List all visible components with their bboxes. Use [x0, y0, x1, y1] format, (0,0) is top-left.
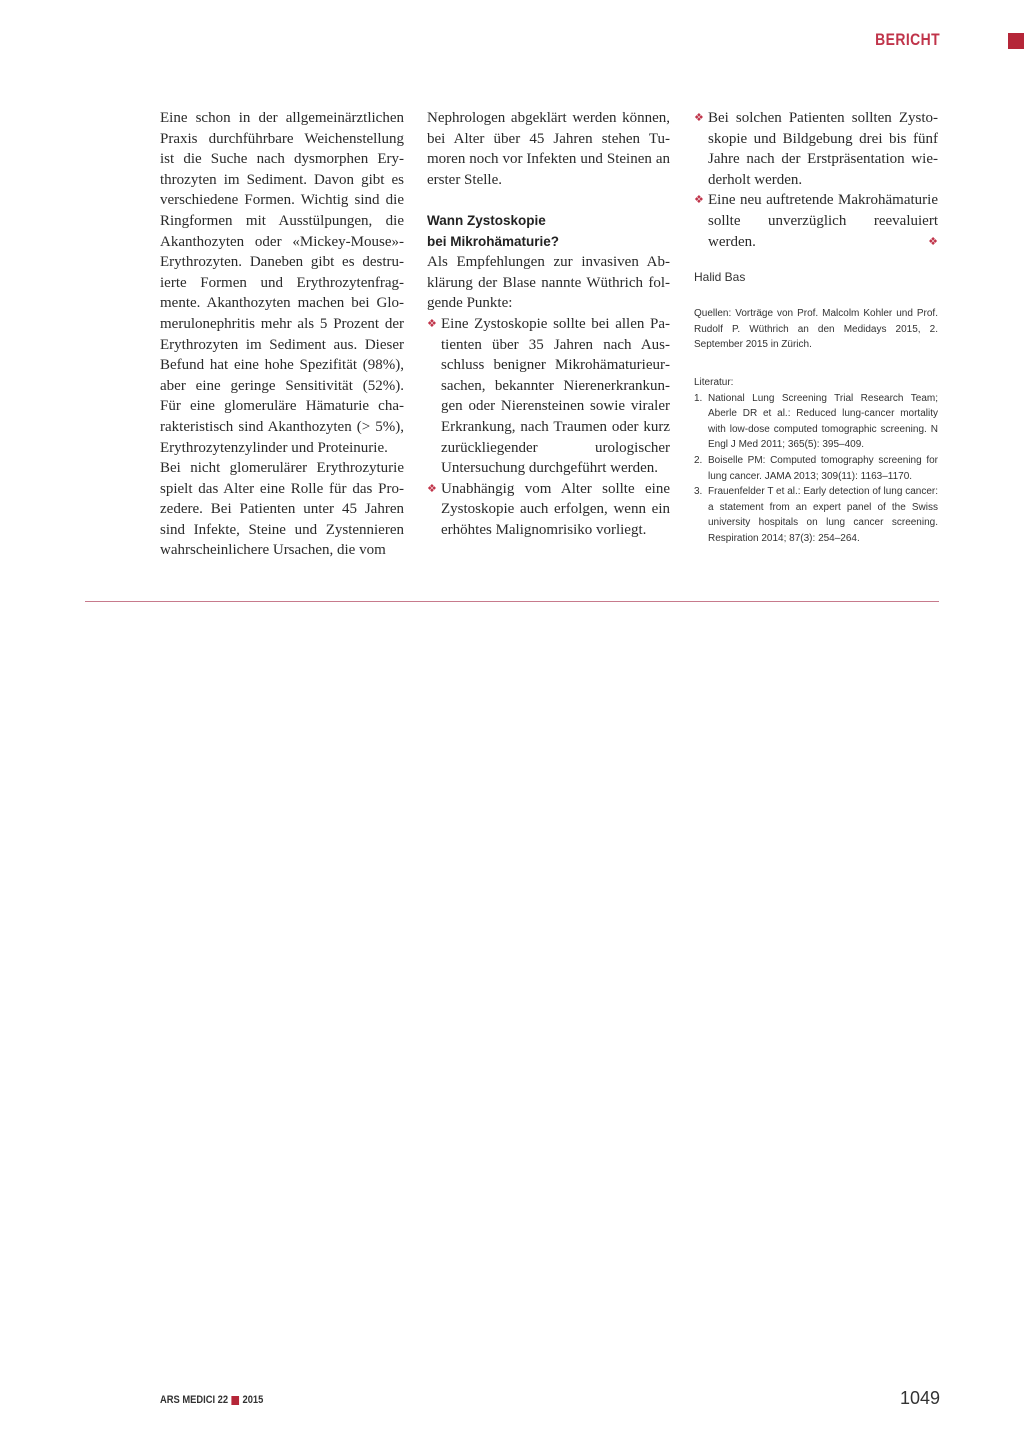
reference-item [694, 453, 938, 484]
reference-item [694, 391, 938, 453]
paragraph: Bei nicht glomerulärer Erythrozyturie spielt das Alter eine Rolle für das Prozedere. Bei Patienten unter 45 Jahren sind Infekte, Steine und Zystennieren wahrscheinlichere Ursachen, die vom [160, 460, 404, 559]
literature-heading: Literatur: [694, 376, 734, 388]
paragraph: Eine schon in der allgemeinärztlichen Praxis durchführbare Weichenstellung ist die Suche nach dysmorphen Erythrozyten im Sediment. Davon gibt es verschiedene Formen. Wichtig sind die Ringformen mit Ausstülpungen, die Akanthozyten oder «Mickey-Mouse»-Erythrozyten. Daneben gibt es destruierte Formen und Erythrozytenfragmente. Akanthozyten machen bei Glomerulonephritis mehr als 5 Prozent der Erythrozyten im Sediment aus. Dieser Befund hat eine hohe Spezifität (98%), aber eine geringe Sensitivität (52%). Für eine glomeruläre Hämaturie charakteristisch sind Akanthozyten (> 5%), Erythrozytenzylinder und Proteinurie. [160, 110, 404, 456]
reference-number: 2. [694, 454, 703, 466]
end-of-article-icon: ❖ [928, 235, 938, 248]
diamond-bullet-icon: ❖ [694, 194, 704, 207]
paragraph: Als Empfehlungen zur invasiven Abklärung der Blase nannte Wüthrich folgende Punkte: [427, 254, 670, 312]
bullet-text: Eine neu auftretende Makrohämaturie sollte unverzüglich reevaluiert werden. [708, 192, 938, 250]
subheading [427, 211, 670, 252]
page-number: 1049 [899, 1388, 940, 1408]
bullet-text: Bei solchen Patienten sollten Zystoskopie und Bildgebung drei bis fünf Jahre nach der Erstpräsentation wiederholt werden. [708, 110, 938, 188]
bullet-text-wrap [708, 190, 938, 252]
sources-note: Quellen: Vorträge von Prof. Malcolm Kohler und Prof. Rudolf P. Wüthrich an den Medidays 2015, 2. September 2015 in Zürich. [694, 308, 938, 351]
bullet-item [427, 314, 670, 479]
journal-year: 2015 [242, 1394, 264, 1406]
bullet-text: Eine Zystoskopie sollte bei allen Patienten über 35 Jahren nach Ausschluss benigner Mikrohämaturieursachen, bekannter Nierenerkrankungen oder Nierensteinen sowie viraler Erkrankung, nach Traumen oder kurz zurückliegender urologischer Untersuchung durchgeführt werden. [441, 315, 670, 477]
reference-text: National Lung Screening Trial Research Team; Aberle DR et al.: Reduced lung-cancer mortality with low-dose computed tomographic screening. N Engl J Med 2011; 365(5): 395–409. [708, 392, 938, 451]
diamond-bullet-icon: ❖ [694, 112, 704, 124]
journal-name: ARS MEDICI 22 [160, 1394, 229, 1406]
author-name: Halid Bas [694, 270, 746, 285]
paragraph: Nephrologen abgeklärt werden können, bei Alter über 45 Jahren stehen Tumoren noch vor Infekten und Steinen an erster Stelle. [427, 110, 670, 188]
diamond-bullet-icon: ❖ [427, 482, 437, 495]
reference-number: 1. [694, 392, 703, 404]
reference-item [694, 484, 938, 546]
reference-text: Boiselle PM: Computed tomography screening for lung cancer. JAMA 2013; 309(11): 1163–1170. [708, 454, 938, 482]
bullet-item [694, 190, 938, 252]
article-column-3 [694, 108, 938, 546]
subheading-line: Wann Zystoskopie [427, 212, 546, 228]
article-column-1 [160, 108, 404, 561]
section-label: BERICHT [875, 30, 940, 49]
section-marker-square [1008, 33, 1024, 49]
section-divider [85, 601, 939, 602]
bullet-item [427, 479, 670, 541]
subheading-line: bei Mikrohämaturie? [427, 233, 560, 249]
article-column-2 [427, 108, 670, 540]
diamond-bullet-icon: ❖ [427, 317, 437, 330]
reference-list [694, 391, 938, 547]
footer-square [231, 1396, 239, 1405]
bullet-text: Unabhängig vom Alter sollte eine Zystoskopie auch erfolgen, wenn ein erhöhtes Malignomrisiko vorliegt. [441, 480, 670, 538]
bullet-item [694, 108, 938, 190]
journal-footer [160, 1394, 263, 1406]
reference-number: 3. [694, 486, 703, 498]
reference-text: Frauenfelder T et al.: Early detection of lung cancer: a statement from an expert panel of the Swiss university hospitals on lung cancer screening. Respiration 2014; 87(3): 254–264. [708, 486, 938, 544]
